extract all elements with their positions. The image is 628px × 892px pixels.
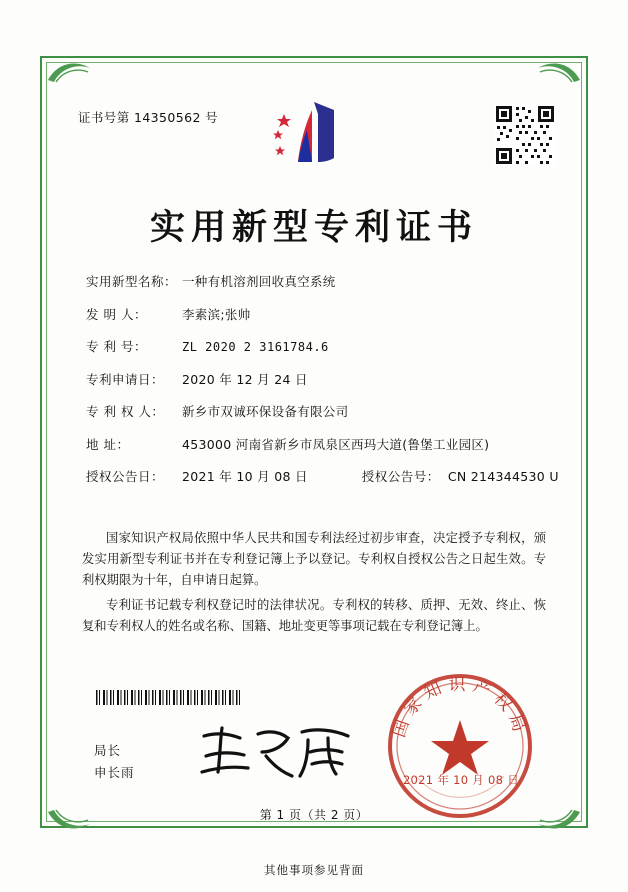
field-patent-name bbox=[86, 272, 546, 290]
field-label: 专利申请日： bbox=[86, 371, 165, 387]
page-title: 实用新型专利证书 bbox=[149, 207, 478, 248]
seal-date: 2021 年 10 月 08 日 bbox=[402, 773, 520, 787]
field-label: 发 明 人： bbox=[86, 306, 147, 322]
corner-ornament-icon bbox=[46, 58, 106, 84]
cnipa-logo-icon bbox=[268, 96, 360, 178]
field-value: 新乡市双诚环保设备有限公司 bbox=[182, 404, 349, 419]
grant-number-value: CN 214344530 U bbox=[447, 469, 559, 484]
footer-note: 其他事项参见背面 bbox=[264, 863, 364, 877]
field-grant-announcement bbox=[86, 467, 559, 485]
field-value: 2020 年 12 月 24 日 bbox=[182, 371, 308, 387]
field-value: ZL 2020 2 3161784.6 bbox=[182, 340, 329, 354]
field-application-date bbox=[86, 370, 546, 388]
patent-fields bbox=[86, 272, 559, 500]
field-label: 专 利 号： bbox=[86, 339, 147, 354]
legal-text bbox=[82, 528, 546, 641]
field-patentee bbox=[86, 402, 546, 420]
barcode bbox=[96, 690, 240, 705]
grant-number-label: 授权公告号： bbox=[361, 469, 440, 484]
field-patent-number bbox=[86, 337, 546, 355]
certificate-number: 证书号第 14350562 号 bbox=[78, 110, 219, 125]
field-label: 实用新型名称： bbox=[86, 274, 178, 289]
grant-date-value: 2021 年 10 月 08 日 bbox=[182, 469, 308, 484]
director-name-label: 申长雨 bbox=[94, 765, 135, 780]
handwritten-signature-icon bbox=[196, 722, 356, 782]
field-label: 专 利 权 人： bbox=[86, 404, 165, 419]
field-value: 一种有机溶剂回收真空系统 bbox=[182, 274, 336, 289]
field-address bbox=[86, 435, 546, 453]
legal-paragraph-1: 国家知识产权局依照中华人民共和国专利法经过初步审查，决定授予专利权，颁发实用新型专利证书并在专利登记簿上予以登记。专利权自授权公告之日起生效。专利权期限为十年，自申请日起算。 bbox=[82, 531, 546, 587]
field-label: 地 址： bbox=[86, 436, 130, 452]
signature-labels bbox=[94, 740, 135, 784]
legal-paragraph-2: 专利证书记载专利权登记时的法律状况。专利权的转移、质押、无效、终止、恢复和专利权人的姓名或名称、国籍、地址变更等事项记载在专利登记簿上。 bbox=[82, 598, 546, 633]
field-inventor bbox=[86, 305, 546, 323]
official-red-seal bbox=[386, 672, 534, 820]
grant-date-label: 授权公告日： bbox=[86, 469, 165, 484]
director-title-label: 局长 bbox=[94, 743, 122, 758]
field-value: 453000 河南省新乡市凤泉区西玛大道(鲁堡工业园区) bbox=[182, 436, 490, 452]
field-value: 李素滨;张帅 bbox=[182, 306, 251, 322]
svg-text:国家知识产权局: 国家知识产权局 bbox=[389, 675, 531, 741]
corner-ornament-icon bbox=[522, 58, 582, 84]
qr-code bbox=[494, 104, 556, 166]
page-number: 第 1 页（共 2 页） bbox=[259, 808, 369, 822]
